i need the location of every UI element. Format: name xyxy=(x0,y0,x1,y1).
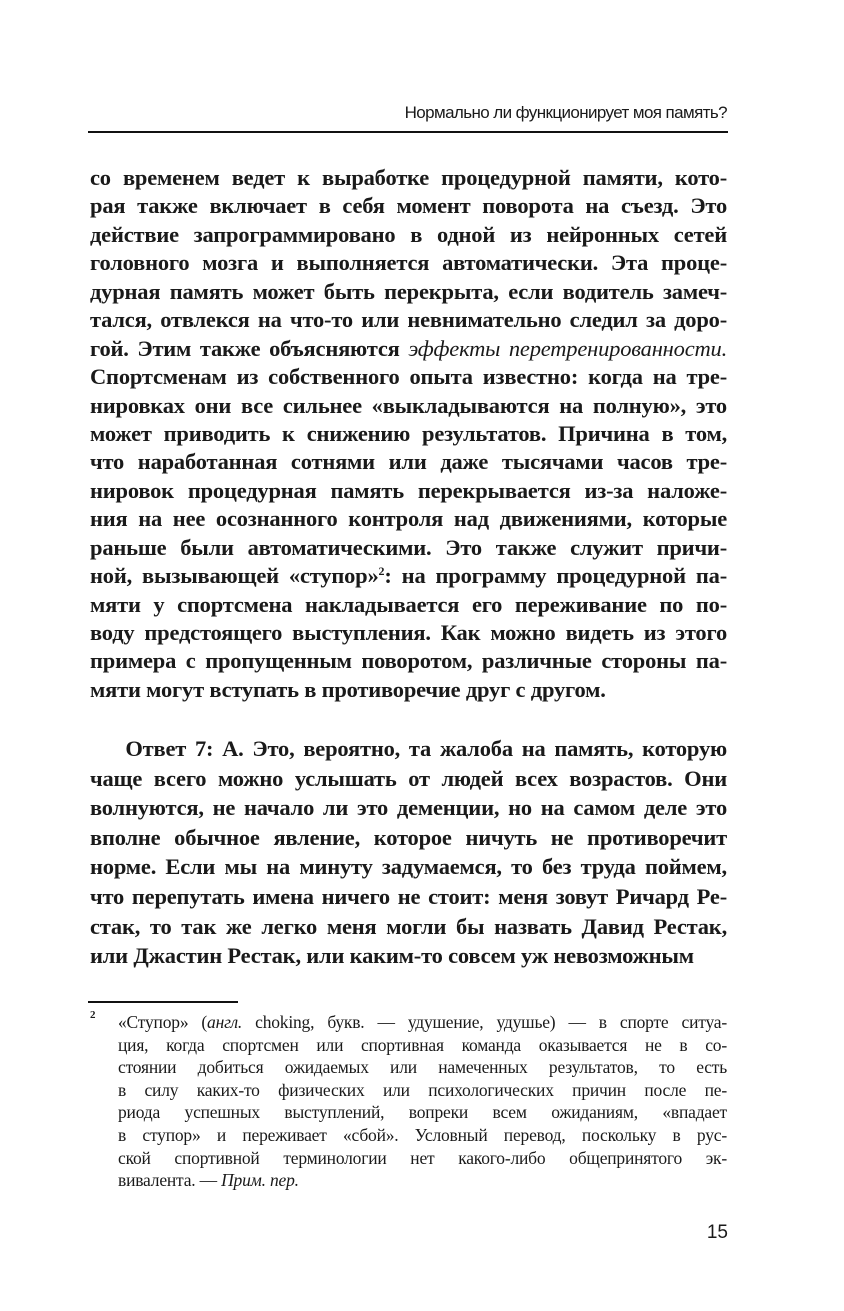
text-segment xyxy=(90,736,125,761)
text-line xyxy=(90,392,727,420)
text-segment: в силу каких-то физических или психологических причин после пе- xyxy=(118,1079,727,1100)
text-segment: в ступор» и переживает «сбой». Условный перевод, поскольку в рус- xyxy=(118,1124,727,1145)
footnote-marker: 2 xyxy=(90,1009,96,1021)
text-line xyxy=(118,1079,727,1102)
header-rule xyxy=(88,131,728,133)
text-line xyxy=(90,306,727,334)
text-line xyxy=(118,1101,727,1124)
text-line xyxy=(90,192,727,220)
text-line xyxy=(90,793,727,823)
text-segment: стоянии добиться ожидаемых или намеченных результатов, то есть xyxy=(118,1057,727,1078)
text-segment: головного мозга и выполняется автоматически. Эта проце- xyxy=(90,250,727,276)
text-segment: мяти у спортсмена накладывается его переживание по по- xyxy=(90,591,727,617)
text-segment: Спортсменам из собственного опыта известно: когда на тре- xyxy=(90,364,727,390)
text-segment: choking, букв. — удушение, удушье) — в спорте ситуа- xyxy=(242,1012,727,1032)
text-line xyxy=(90,647,727,675)
text-segment: ной, вызывающей «ступор» xyxy=(90,563,379,589)
text-line xyxy=(118,1124,727,1147)
text-segment: мяти могут вступать в противоречие друг с другом. xyxy=(90,676,606,702)
bold-text: Ответ 7: А. xyxy=(125,736,244,761)
text-line xyxy=(90,477,727,505)
text-line xyxy=(118,1147,727,1170)
text-line xyxy=(90,734,727,764)
text-line xyxy=(90,562,727,590)
text-line xyxy=(90,164,727,192)
text-line xyxy=(90,534,727,562)
text-segment: может приводить к снижению результатов. Причина в том, xyxy=(90,420,727,446)
footnote xyxy=(118,1011,727,1192)
text-segment: ской спортивной терминологии нет какого-либо общепринятого эк- xyxy=(118,1147,727,1168)
text-segment: действие запрограммировано в одной из нейронных сетей xyxy=(90,221,727,247)
text-segment: вполне обычное явление, которое ничуть не противоречит xyxy=(90,824,727,850)
text-line xyxy=(90,335,727,363)
text-line xyxy=(90,619,727,647)
paragraph-answer-7 xyxy=(90,734,727,971)
text-segment: волнуются, не начало ли это деменции, но на самом деле это xyxy=(90,795,727,821)
text-line xyxy=(90,505,727,533)
text-segment: рая также включает в себя момент поворота на съезд. Это xyxy=(90,193,727,219)
text-segment: со временем ведет к выработке процедурной памяти, кото- xyxy=(90,165,727,190)
italic-text: Прим. пер. xyxy=(221,1170,299,1191)
text-line xyxy=(118,1034,727,1057)
text-segment: дурная память может быть перекрыта, если водитель замеч- xyxy=(90,278,727,304)
text-line xyxy=(90,591,727,619)
text-segment: ция, когда спортсмен или спортивная команда оказывается не в со- xyxy=(118,1034,727,1055)
text-line xyxy=(90,823,727,853)
text-line xyxy=(90,882,727,912)
text-segment: примера с пропущенным поворотом, различные стороны па- xyxy=(90,648,727,674)
text-line xyxy=(90,363,727,391)
text-line xyxy=(90,249,727,277)
text-segment: чаще всего можно услышать от людей всех возрастов. Они xyxy=(90,765,727,791)
italic-text: англ. xyxy=(207,1012,243,1032)
text-line xyxy=(90,448,727,476)
footnote-rule xyxy=(88,1001,238,1003)
text-line xyxy=(90,764,727,794)
text-line xyxy=(90,420,727,448)
text-segment: вивалента. — xyxy=(118,1170,222,1191)
text-segment: Это, вероятно, та жалоба на память, которую xyxy=(243,736,727,761)
text-line xyxy=(90,941,727,971)
text-segment: что перепутать имена ничего не стоит: меня зовут Ричард Ре- xyxy=(90,883,727,909)
footnote-reference: 2 xyxy=(378,564,385,579)
page-number: 15 xyxy=(706,1222,728,1243)
text-line xyxy=(90,221,727,249)
text-segment: риода успешных выступлений, вопреки всем ожиданиям, «впадает xyxy=(118,1102,727,1123)
text-line xyxy=(90,852,727,882)
text-line xyxy=(118,1011,727,1034)
text-segment: что наработанная сотнями или даже тысячами часов тре- xyxy=(90,449,727,475)
text-line xyxy=(90,676,727,704)
text-segment: тался, отвлекся на что-то или невнимательно следил за доро- xyxy=(90,307,727,333)
text-line xyxy=(118,1169,727,1192)
text-segment: нировках они все сильнее «выкладываются на полную», это xyxy=(90,392,727,418)
text-line xyxy=(90,912,727,942)
text-segment: раньше были автоматическими. Это также служит причи- xyxy=(90,534,727,560)
text-segment: стак, то так же легко меня могли бы назвать Давид Рестак, xyxy=(90,913,727,939)
text-line xyxy=(90,278,727,306)
text-segment: норме. Если мы на минуту задумаемся, то без труда поймем, xyxy=(90,854,727,880)
paragraph-1 xyxy=(90,164,727,704)
text-segment: ния на нее осознанного контроля над движениями, которые xyxy=(90,506,727,532)
running-head: Нормально ли функционирует моя память? xyxy=(404,103,727,122)
text-segment: гой. Этим также объясняются xyxy=(90,335,409,361)
text-segment: нировок процедурная память перекрывается из-за наложе- xyxy=(90,477,727,503)
text-segment: воду предстоящего выступления. Как можно видеть из этого xyxy=(90,620,727,645)
italic-text: эффекты перетренированности. xyxy=(408,335,728,361)
text-segment: «Ступор» ( xyxy=(118,1012,208,1032)
text-segment: : на программу процедурной па- xyxy=(384,563,727,589)
text-line xyxy=(118,1056,727,1079)
text-segment: или Джастин Рестак, или каким-то совсем уж невозможным xyxy=(90,943,694,969)
